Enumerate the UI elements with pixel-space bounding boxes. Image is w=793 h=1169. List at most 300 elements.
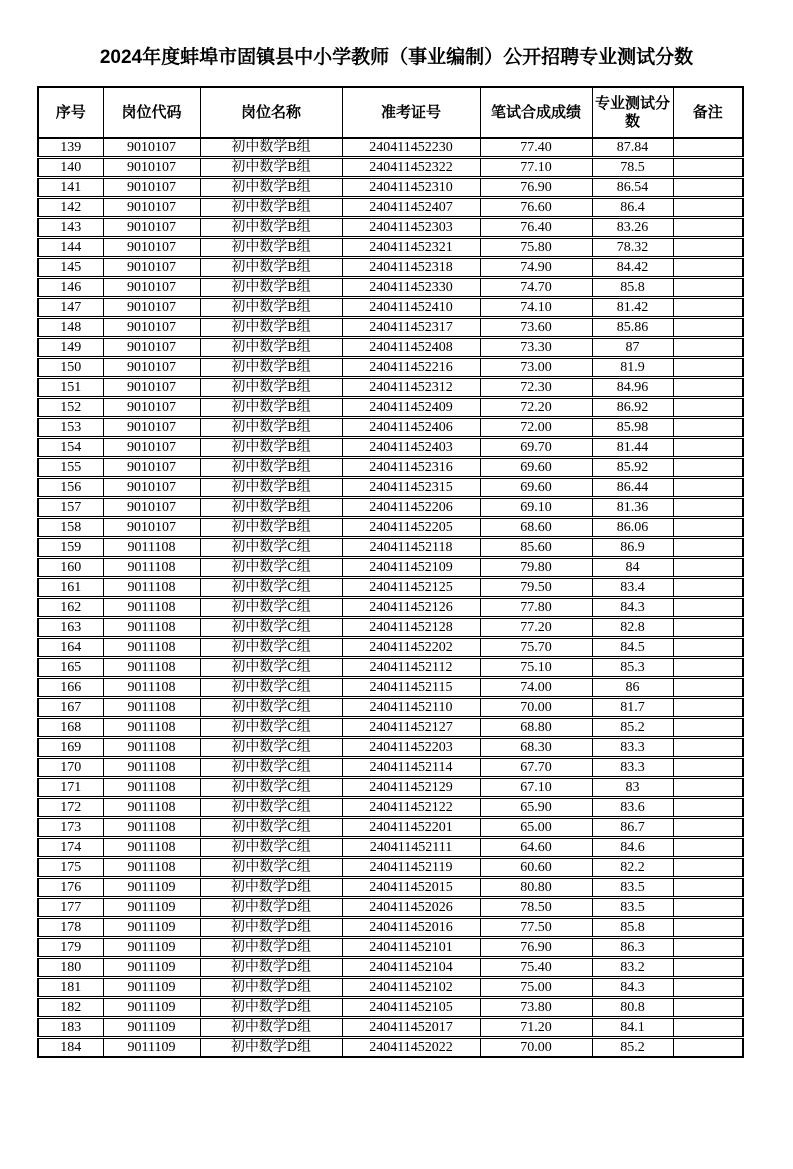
cell-position-name: 初中数学C组 <box>200 618 342 638</box>
cell-remark <box>673 858 743 878</box>
cell-written-score: 64.60 <box>480 838 592 858</box>
cell-test-score: 82.8 <box>592 618 673 638</box>
cell-test-score: 83.26 <box>592 218 673 238</box>
cell-position-code: 9011108 <box>103 858 200 878</box>
cell-position-name: 初中数学C组 <box>200 738 342 758</box>
cell-serial: 146 <box>38 278 103 298</box>
cell-test-score: 86.3 <box>592 938 673 958</box>
cell-written-score: 85.60 <box>480 538 592 558</box>
cell-remark <box>673 518 743 538</box>
cell-position-code: 9010107 <box>103 318 200 338</box>
table-row <box>38 1038 743 1058</box>
cell-serial: 182 <box>38 998 103 1018</box>
cell-serial: 173 <box>38 818 103 838</box>
cell-written-score: 76.90 <box>480 938 592 958</box>
cell-test-score: 85.8 <box>592 278 673 298</box>
table-row <box>38 998 743 1018</box>
table-row <box>38 378 743 398</box>
cell-ticket-number: 240411452322 <box>342 158 480 178</box>
cell-serial: 139 <box>38 138 103 158</box>
table-row <box>38 818 743 838</box>
cell-serial: 144 <box>38 238 103 258</box>
cell-ticket-number: 240411452230 <box>342 138 480 158</box>
cell-serial: 158 <box>38 518 103 538</box>
cell-test-score: 83.3 <box>592 758 673 778</box>
cell-serial: 153 <box>38 418 103 438</box>
cell-position-code: 9010107 <box>103 218 200 238</box>
cell-remark <box>673 238 743 258</box>
cell-position-name: 初中数学C组 <box>200 678 342 698</box>
cell-position-code: 9010107 <box>103 298 200 318</box>
cell-position-code: 9011108 <box>103 638 200 658</box>
table-row <box>38 698 743 718</box>
cell-written-score: 75.70 <box>480 638 592 658</box>
cell-position-name: 初中数学B组 <box>200 138 342 158</box>
cell-serial: 164 <box>38 638 103 658</box>
cell-remark <box>673 798 743 818</box>
cell-written-score: 71.20 <box>480 1018 592 1038</box>
cell-serial: 172 <box>38 798 103 818</box>
cell-position-code: 9011109 <box>103 878 200 898</box>
cell-ticket-number: 240411452315 <box>342 478 480 498</box>
cell-written-score: 73.80 <box>480 998 592 1018</box>
cell-position-code: 9011108 <box>103 658 200 678</box>
cell-position-code: 9010107 <box>103 438 200 458</box>
cell-position-name: 初中数学B组 <box>200 298 342 318</box>
cell-serial: 142 <box>38 198 103 218</box>
table-row <box>38 478 743 498</box>
cell-written-score: 65.90 <box>480 798 592 818</box>
cell-serial: 157 <box>38 498 103 518</box>
cell-written-score: 74.70 <box>480 278 592 298</box>
cell-written-score: 79.80 <box>480 558 592 578</box>
cell-serial: 147 <box>38 298 103 318</box>
cell-written-score: 80.80 <box>480 878 592 898</box>
cell-position-name: 初中数学B组 <box>200 498 342 518</box>
cell-serial: 170 <box>38 758 103 778</box>
cell-position-name: 初中数学C组 <box>200 558 342 578</box>
table-row <box>38 678 743 698</box>
cell-test-score: 78.32 <box>592 238 673 258</box>
cell-test-score: 85.3 <box>592 658 673 678</box>
cell-position-name: 初中数学D组 <box>200 918 342 938</box>
cell-written-score: 75.40 <box>480 958 592 978</box>
cell-ticket-number: 240411452303 <box>342 218 480 238</box>
cell-position-code: 9011108 <box>103 538 200 558</box>
table-row <box>38 658 743 678</box>
cell-position-name: 初中数学C组 <box>200 598 342 618</box>
cell-written-score: 73.60 <box>480 318 592 338</box>
table-row <box>38 398 743 418</box>
col-header-position-name: 岗位名称 <box>200 87 342 138</box>
cell-position-code: 9011108 <box>103 798 200 818</box>
cell-remark <box>673 558 743 578</box>
cell-written-score: 68.30 <box>480 738 592 758</box>
cell-position-code: 9011108 <box>103 558 200 578</box>
cell-ticket-number: 240411452110 <box>342 698 480 718</box>
cell-remark <box>673 658 743 678</box>
cell-remark <box>673 438 743 458</box>
table-row <box>38 298 743 318</box>
cell-position-name: 初中数学D组 <box>200 1018 342 1038</box>
cell-test-score: 82.2 <box>592 858 673 878</box>
cell-position-name: 初中数学C组 <box>200 858 342 878</box>
cell-test-score: 81.7 <box>592 698 673 718</box>
cell-test-score: 83.5 <box>592 878 673 898</box>
cell-written-score: 77.50 <box>480 918 592 938</box>
cell-serial: 143 <box>38 218 103 238</box>
cell-position-code: 9011108 <box>103 598 200 618</box>
cell-remark <box>673 878 743 898</box>
cell-position-code: 9010107 <box>103 198 200 218</box>
cell-test-score: 86.54 <box>592 178 673 198</box>
cell-ticket-number: 240411452321 <box>342 238 480 258</box>
cell-written-score: 74.00 <box>480 678 592 698</box>
cell-serial: 171 <box>38 778 103 798</box>
cell-test-score: 84.96 <box>592 378 673 398</box>
cell-test-score: 84.3 <box>592 978 673 998</box>
cell-position-name: 初中数学D组 <box>200 978 342 998</box>
cell-ticket-number: 240411452403 <box>342 438 480 458</box>
cell-position-code: 9010107 <box>103 278 200 298</box>
table-row <box>38 498 743 518</box>
cell-position-code: 9011109 <box>103 938 200 958</box>
table-row <box>38 638 743 658</box>
cell-position-code: 9010107 <box>103 358 200 378</box>
cell-position-code: 9011108 <box>103 718 200 738</box>
cell-serial: 163 <box>38 618 103 638</box>
cell-written-score: 76.40 <box>480 218 592 238</box>
cell-position-code: 9011109 <box>103 898 200 918</box>
cell-ticket-number: 240411452202 <box>342 638 480 658</box>
cell-test-score: 83.6 <box>592 798 673 818</box>
cell-position-name: 初中数学C组 <box>200 838 342 858</box>
cell-ticket-number: 240411452015 <box>342 878 480 898</box>
cell-serial: 149 <box>38 338 103 358</box>
cell-position-name: 初中数学B组 <box>200 238 342 258</box>
cell-ticket-number: 240411452119 <box>342 858 480 878</box>
cell-remark <box>673 598 743 618</box>
cell-serial: 168 <box>38 718 103 738</box>
header-row <box>38 87 743 138</box>
cell-position-name: 初中数学B组 <box>200 438 342 458</box>
cell-test-score: 86.7 <box>592 818 673 838</box>
cell-test-score: 83.4 <box>592 578 673 598</box>
cell-ticket-number: 240411452406 <box>342 418 480 438</box>
col-header-serial: 序号 <box>38 87 103 138</box>
table-row <box>38 838 743 858</box>
cell-remark <box>673 618 743 638</box>
cell-ticket-number: 240411452125 <box>342 578 480 598</box>
cell-serial: 184 <box>38 1038 103 1058</box>
cell-serial: 151 <box>38 378 103 398</box>
table-row <box>38 138 743 158</box>
table-row <box>38 418 743 438</box>
table-row <box>38 958 743 978</box>
cell-written-score: 70.00 <box>480 1038 592 1058</box>
cell-position-code: 9011108 <box>103 698 200 718</box>
cell-test-score: 85.2 <box>592 1038 673 1058</box>
cell-position-code: 9011109 <box>103 958 200 978</box>
scores-table <box>37 86 744 1058</box>
cell-test-score: 85.86 <box>592 318 673 338</box>
cell-serial: 155 <box>38 458 103 478</box>
cell-written-score: 74.90 <box>480 258 592 278</box>
cell-test-score: 83 <box>592 778 673 798</box>
cell-serial: 167 <box>38 698 103 718</box>
cell-position-code: 9010107 <box>103 138 200 158</box>
cell-position-name: 初中数学B组 <box>200 458 342 478</box>
cell-remark <box>673 738 743 758</box>
col-header-test-score: 专业测试分数 <box>592 87 673 138</box>
cell-serial: 178 <box>38 918 103 938</box>
cell-ticket-number: 240411452118 <box>342 538 480 558</box>
cell-test-score: 84 <box>592 558 673 578</box>
cell-remark <box>673 478 743 498</box>
cell-position-name: 初中数学B组 <box>200 158 342 178</box>
cell-position-code: 9011108 <box>103 578 200 598</box>
cell-ticket-number: 240411452330 <box>342 278 480 298</box>
cell-written-score: 75.10 <box>480 658 592 678</box>
cell-ticket-number: 240411452205 <box>342 518 480 538</box>
cell-remark <box>673 158 743 178</box>
cell-ticket-number: 240411452316 <box>342 458 480 478</box>
cell-ticket-number: 240411452127 <box>342 718 480 738</box>
cell-ticket-number: 240411452128 <box>342 618 480 638</box>
cell-remark <box>673 678 743 698</box>
cell-remark <box>673 898 743 918</box>
cell-serial: 150 <box>38 358 103 378</box>
cell-test-score: 87 <box>592 338 673 358</box>
table-row <box>38 158 743 178</box>
cell-position-name: 初中数学D组 <box>200 998 342 1018</box>
cell-position-name: 初中数学C组 <box>200 578 342 598</box>
table-row <box>38 878 743 898</box>
table-row <box>38 358 743 378</box>
cell-written-score: 72.00 <box>480 418 592 438</box>
cell-remark <box>673 538 743 558</box>
cell-written-score: 77.20 <box>480 618 592 638</box>
cell-serial: 176 <box>38 878 103 898</box>
cell-remark <box>673 638 743 658</box>
cell-test-score: 86 <box>592 678 673 698</box>
cell-written-score: 77.40 <box>480 138 592 158</box>
table-row <box>38 458 743 478</box>
cell-test-score: 86.92 <box>592 398 673 418</box>
cell-position-name: 初中数学C组 <box>200 758 342 778</box>
cell-written-score: 73.00 <box>480 358 592 378</box>
cell-remark <box>673 938 743 958</box>
cell-position-name: 初中数学D组 <box>200 898 342 918</box>
cell-remark <box>673 178 743 198</box>
cell-ticket-number: 240411452122 <box>342 798 480 818</box>
cell-remark <box>673 218 743 238</box>
cell-remark <box>673 198 743 218</box>
table-row <box>38 278 743 298</box>
cell-test-score: 80.8 <box>592 998 673 1018</box>
document-page <box>0 47 793 1169</box>
cell-written-score: 78.50 <box>480 898 592 918</box>
cell-test-score: 86.44 <box>592 478 673 498</box>
cell-remark <box>673 418 743 438</box>
cell-position-name: 初中数学B组 <box>200 178 342 198</box>
cell-position-name: 初中数学C组 <box>200 818 342 838</box>
table-row <box>38 758 743 778</box>
cell-position-code: 9010107 <box>103 258 200 278</box>
cell-remark <box>673 378 743 398</box>
cell-position-name: 初中数学B组 <box>200 198 342 218</box>
cell-serial: 180 <box>38 958 103 978</box>
cell-position-code: 9011108 <box>103 618 200 638</box>
cell-test-score: 84.42 <box>592 258 673 278</box>
cell-serial: 140 <box>38 158 103 178</box>
table-row <box>38 438 743 458</box>
cell-serial: 156 <box>38 478 103 498</box>
table-row <box>38 598 743 618</box>
table-header <box>38 87 743 138</box>
cell-position-name: 初中数学C组 <box>200 658 342 678</box>
cell-written-score: 69.60 <box>480 478 592 498</box>
cell-ticket-number: 240411452016 <box>342 918 480 938</box>
cell-remark <box>673 1038 743 1058</box>
cell-test-score: 85.2 <box>592 718 673 738</box>
table-row <box>38 1018 743 1038</box>
cell-ticket-number: 240411452216 <box>342 358 480 378</box>
table-row <box>38 898 743 918</box>
cell-position-name: 初中数学D组 <box>200 958 342 978</box>
cell-remark <box>673 1018 743 1038</box>
cell-remark <box>673 138 743 158</box>
cell-serial: 154 <box>38 438 103 458</box>
cell-serial: 179 <box>38 938 103 958</box>
cell-remark <box>673 758 743 778</box>
table-row <box>38 178 743 198</box>
cell-position-code: 9010107 <box>103 498 200 518</box>
cell-remark <box>673 258 743 278</box>
table-row <box>38 338 743 358</box>
cell-remark <box>673 338 743 358</box>
cell-test-score: 81.44 <box>592 438 673 458</box>
cell-ticket-number: 240411452112 <box>342 658 480 678</box>
cell-ticket-number: 240411452026 <box>342 898 480 918</box>
table-row <box>38 738 743 758</box>
cell-position-name: 初中数学D组 <box>200 878 342 898</box>
cell-position-code: 9011108 <box>103 678 200 698</box>
cell-position-code: 9010107 <box>103 178 200 198</box>
cell-ticket-number: 240411452105 <box>342 998 480 1018</box>
cell-position-code: 9011109 <box>103 998 200 1018</box>
col-header-written-score: 笔试合成成绩 <box>480 87 592 138</box>
cell-ticket-number: 240411452022 <box>342 1038 480 1058</box>
cell-ticket-number: 240411452109 <box>342 558 480 578</box>
cell-written-score: 77.10 <box>480 158 592 178</box>
cell-ticket-number: 240411452408 <box>342 338 480 358</box>
cell-written-score: 76.90 <box>480 178 592 198</box>
cell-written-score: 69.70 <box>480 438 592 458</box>
cell-test-score: 87.84 <box>592 138 673 158</box>
cell-ticket-number: 240411452310 <box>342 178 480 198</box>
cell-serial: 145 <box>38 258 103 278</box>
cell-serial: 181 <box>38 978 103 998</box>
table-row <box>38 938 743 958</box>
cell-remark <box>673 978 743 998</box>
cell-ticket-number: 240411452129 <box>342 778 480 798</box>
cell-position-code: 9010107 <box>103 458 200 478</box>
cell-ticket-number: 240411452201 <box>342 818 480 838</box>
cell-serial: 174 <box>38 838 103 858</box>
table-row <box>38 318 743 338</box>
col-header-ticket-number: 准考证号 <box>342 87 480 138</box>
cell-serial: 177 <box>38 898 103 918</box>
cell-position-code: 9011109 <box>103 1038 200 1058</box>
table-row <box>38 718 743 738</box>
cell-written-score: 72.20 <box>480 398 592 418</box>
cell-written-score: 75.80 <box>480 238 592 258</box>
cell-test-score: 84.3 <box>592 598 673 618</box>
cell-position-code: 9011108 <box>103 818 200 838</box>
cell-remark <box>673 298 743 318</box>
cell-serial: 175 <box>38 858 103 878</box>
cell-test-score: 86.06 <box>592 518 673 538</box>
cell-test-score: 84.5 <box>592 638 673 658</box>
cell-position-name: 初中数学B组 <box>200 398 342 418</box>
cell-test-score: 86.4 <box>592 198 673 218</box>
table-row <box>38 578 743 598</box>
cell-remark <box>673 278 743 298</box>
cell-test-score: 81.42 <box>592 298 673 318</box>
cell-test-score: 83.5 <box>592 898 673 918</box>
cell-remark <box>673 318 743 338</box>
cell-remark <box>673 458 743 478</box>
table-row <box>38 778 743 798</box>
cell-position-code: 9011109 <box>103 918 200 938</box>
cell-position-code: 9010107 <box>103 418 200 438</box>
col-header-remark: 备注 <box>673 87 743 138</box>
cell-position-code: 9010107 <box>103 398 200 418</box>
cell-serial: 160 <box>38 558 103 578</box>
cell-position-name: 初中数学C组 <box>200 538 342 558</box>
cell-position-code: 9010107 <box>103 518 200 538</box>
cell-remark <box>673 718 743 738</box>
cell-position-code: 9010107 <box>103 378 200 398</box>
cell-test-score: 81.36 <box>592 498 673 518</box>
table-row <box>38 238 743 258</box>
cell-serial: 183 <box>38 1018 103 1038</box>
cell-ticket-number: 240411452409 <box>342 398 480 418</box>
cell-test-score: 83.2 <box>592 958 673 978</box>
cell-position-name: 初中数学B组 <box>200 278 342 298</box>
cell-written-score: 69.10 <box>480 498 592 518</box>
cell-remark <box>673 578 743 598</box>
table-row <box>38 218 743 238</box>
table-row <box>38 258 743 278</box>
cell-written-score: 77.80 <box>480 598 592 618</box>
cell-remark <box>673 958 743 978</box>
cell-position-code: 9011108 <box>103 778 200 798</box>
cell-ticket-number: 240411452312 <box>342 378 480 398</box>
table-body <box>38 138 743 1057</box>
cell-remark <box>673 498 743 518</box>
cell-position-name: 初中数学B组 <box>200 218 342 238</box>
cell-position-name: 初中数学C组 <box>200 638 342 658</box>
cell-test-score: 81.9 <box>592 358 673 378</box>
cell-serial: 165 <box>38 658 103 678</box>
cell-position-code: 9011108 <box>103 758 200 778</box>
cell-remark <box>673 818 743 838</box>
cell-ticket-number: 240411452203 <box>342 738 480 758</box>
cell-written-score: 68.60 <box>480 518 592 538</box>
table-row <box>38 918 743 938</box>
